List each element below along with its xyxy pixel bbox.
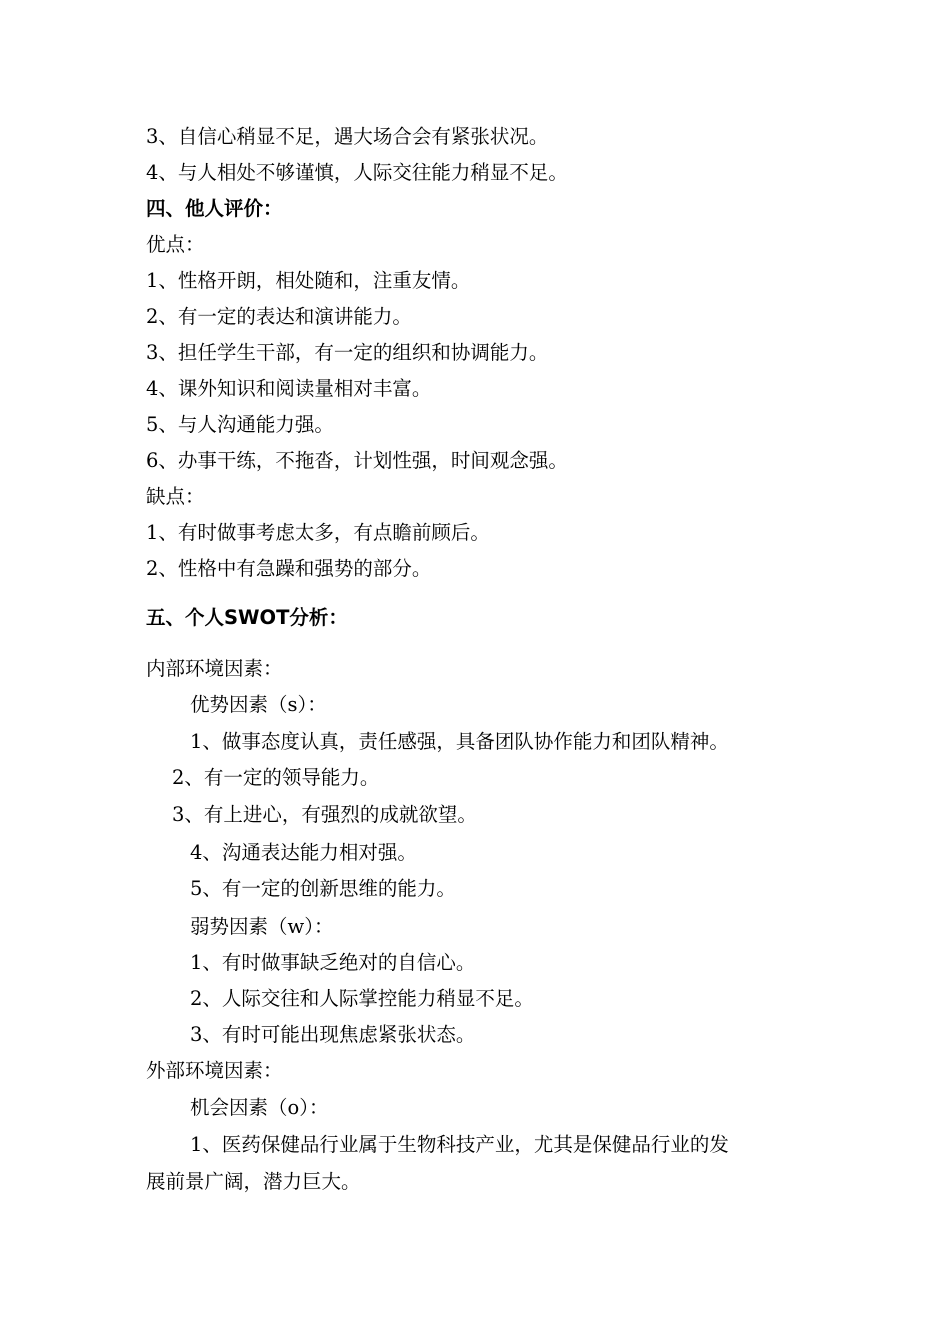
pros-item-3: 3、担任学生干部，有一定的组织和协调能力。 (146, 341, 549, 364)
weaknesses-label: 弱势因素（w）： (190, 915, 334, 938)
weakness-factor-2: 2、人际交往和人际掌控能力稍显不足。 (190, 987, 534, 1010)
opportunities-label: 机会因素（o）： (190, 1096, 329, 1119)
section-heading-others-evaluation: 四、他人评价： (146, 197, 283, 220)
pros-item-1: 1、性格开朗，相处随和，注重友情。 (146, 269, 471, 292)
weakness-item-3: 3、自信心稍显不足，遇大场合会有紧张状况。 (146, 125, 549, 148)
pros-item-5: 5、与人沟通能力强。 (146, 413, 334, 436)
cons-item-1: 1、有时做事考虑太多，有点瞻前顾后。 (146, 521, 490, 544)
pros-label: 优点： (146, 233, 205, 256)
cons-label: 缺点： (146, 485, 205, 508)
opportunity-item-1: 1、医药保健品行业属于生物科技产业，尤其是保健品行业的发 (190, 1133, 729, 1156)
section-heading-swot: 五、个人SWOT分析： (146, 606, 348, 629)
weakness-factor-1: 1、有时做事缺乏绝对的自信心。 (190, 951, 476, 974)
strengths-label: 优势因素（s）： (190, 693, 327, 716)
cons-item-2: 2、性格中有急躁和强势的部分。 (146, 557, 432, 580)
strength-item-5: 5、有一定的创新思维的能力。 (190, 877, 456, 900)
pros-item-2: 2、有一定的表达和演讲能力。 (146, 305, 412, 328)
external-factors-label: 外部环境因素： (146, 1059, 283, 1082)
strength-item-2: 2、有一定的领导能力。 (172, 766, 380, 789)
strength-item-4: 4、沟通表达能力相对强。 (190, 841, 417, 864)
weakness-item-4: 4、与人相处不够谨慎，人际交往能力稍显不足。 (146, 161, 568, 184)
pros-item-4: 4、课外知识和阅读量相对丰富。 (146, 377, 432, 400)
pros-item-6: 6、办事干练，不拖沓，计划性强，时间观念强。 (146, 449, 568, 472)
internal-factors-label: 内部环境因素： (146, 657, 283, 680)
opportunity-item-1-continued: 展前景广阔，潜力巨大。 (146, 1170, 361, 1193)
strength-item-1: 1、做事态度认真，责任感强，具备团队协作能力和团队精神。 (190, 730, 729, 753)
weakness-factor-3: 3、有时可能出现焦虑紧张状态。 (190, 1023, 476, 1046)
strength-item-3: 3、有上进心，有强烈的成就欲望。 (172, 803, 477, 826)
